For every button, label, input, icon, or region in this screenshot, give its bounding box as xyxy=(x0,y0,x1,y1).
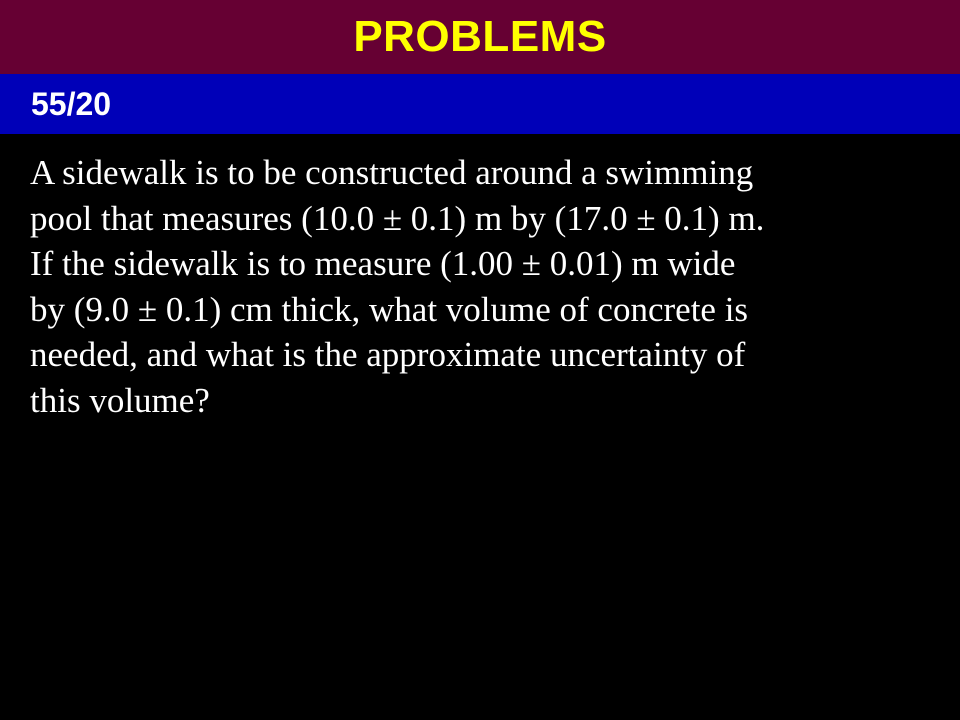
problem-number: 55/20 xyxy=(31,85,112,122)
title-bar xyxy=(0,0,960,74)
problem-line: this volume? xyxy=(30,380,210,420)
problem-number-bar xyxy=(0,74,960,134)
problem-line: A sidewalk is to be constructed around a swimming xyxy=(30,153,754,192)
problem-statement xyxy=(30,150,930,423)
problem-line: needed, and what is the approximate uncertainty of xyxy=(30,335,746,374)
slide-title: PROBLEMS xyxy=(353,12,607,61)
problem-line: pool that measures (10.0 ± 0.1) m by (17.0 ± 0.1) m. xyxy=(30,198,765,238)
problem-line: If the sidewalk is to measure (1.00 ± 0.01) m wide xyxy=(30,244,736,283)
problem-line: by (9.0 ± 0.1) cm thick, what volume of concrete is xyxy=(30,289,749,329)
